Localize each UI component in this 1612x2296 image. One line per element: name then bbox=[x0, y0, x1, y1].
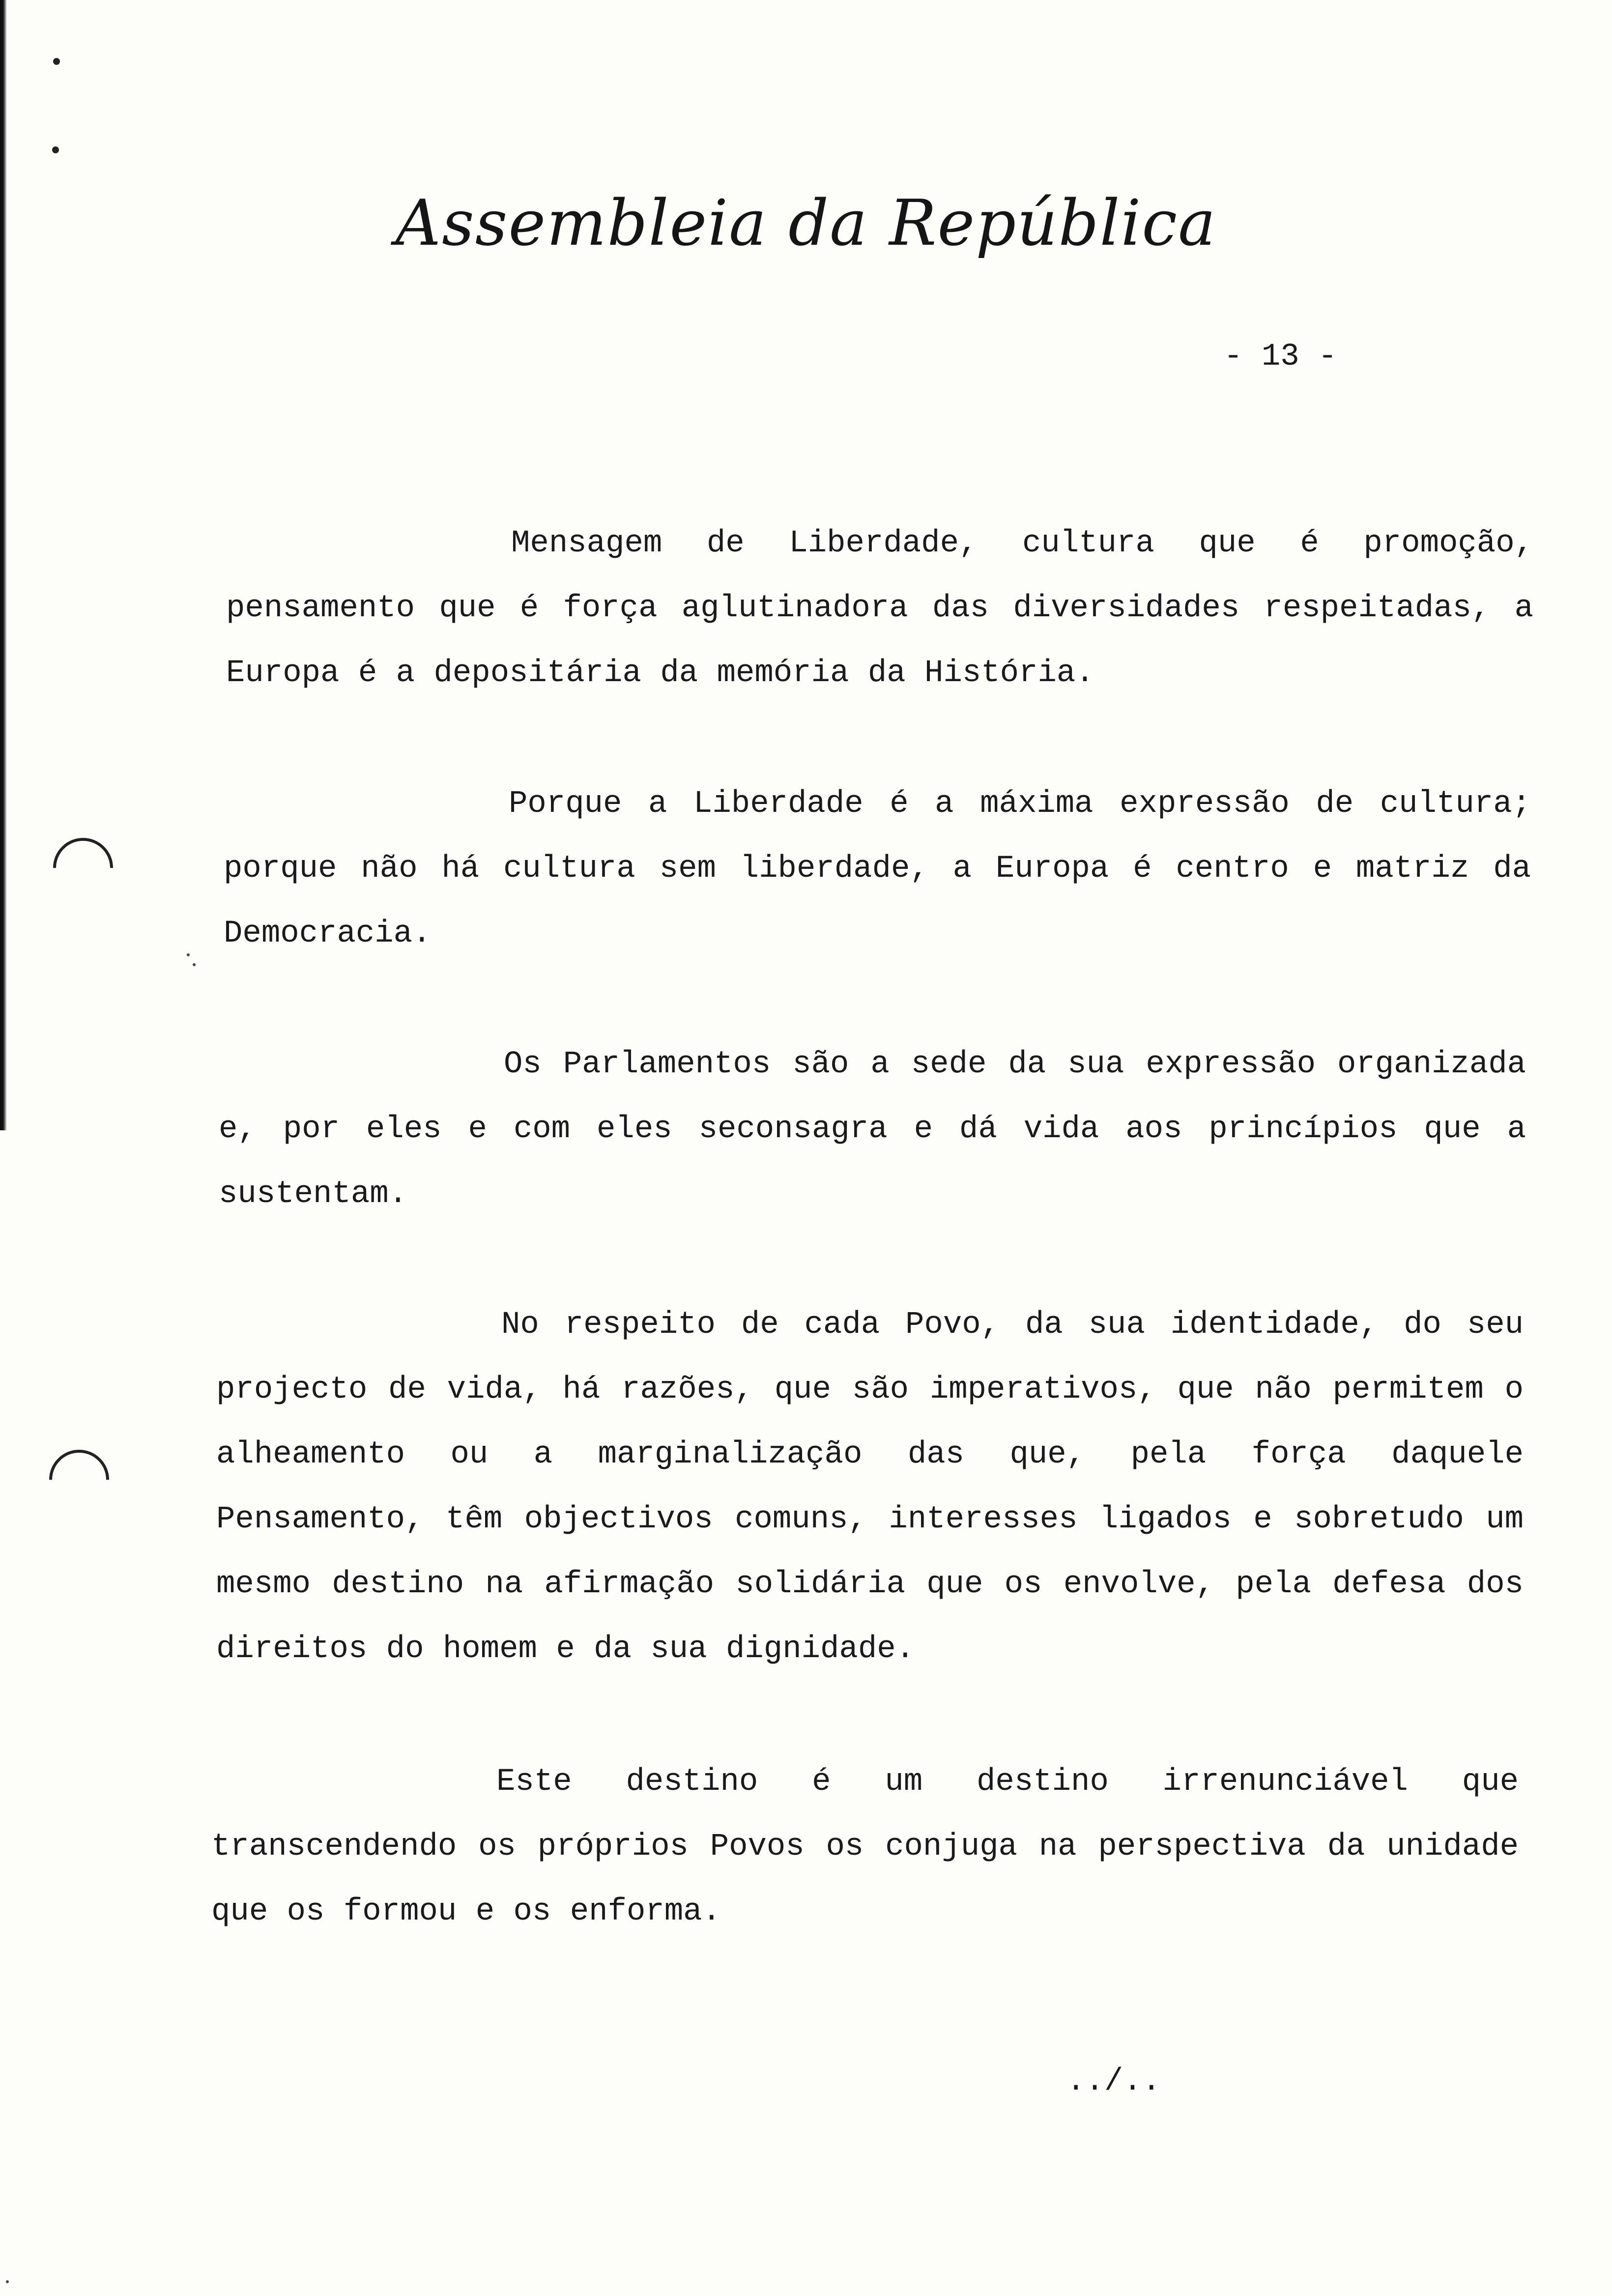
page-number: - 13 - bbox=[1224, 339, 1337, 374]
scan-mark bbox=[52, 146, 59, 153]
punch-hole-top bbox=[41, 826, 126, 911]
paragraph-4: No respeito de cada Povo, da sua identidade, do seu projecto de vida, há razões, que são imperativos, que não permitem o alheamento ou a marginalização das que, pela força daquele Pensamento, têm objectivos comuns, interesses ligados e sobretudo um mesmo destino na afirmação solidária que os envolve, pela defesa dos direitos do homem e da sua dignidade. bbox=[216, 1307, 1524, 1667]
continuation-mark: ../.. bbox=[1066, 2064, 1161, 2099]
paragraph-3: Os Parlamentos são a sede da sua expressão organizada e, por eles e com eles seconsagra e dá vida aos princípios que a sustentam. bbox=[219, 1047, 1526, 1212]
paragraph-2: Porque a Liberdade é a máxima expressão de cultura; porque não há cultura sem liberdade, a Europa é centro e matriz da Democracia. bbox=[224, 786, 1531, 951]
scan-speck bbox=[6, 2280, 9, 2283]
scan-speck bbox=[193, 963, 196, 966]
paragraph-5: Este destino é um destino irrenunciável que transcendendo os próprios Povos os conjuga na perspectiva da unidade que os formou e os enforma. bbox=[211, 1764, 1519, 1929]
letterhead-title: Assembleia da República bbox=[395, 187, 1217, 260]
binding-edge bbox=[0, 0, 7, 1130]
paragraph-1: Mensagem de Liberdade, cultura que é promoção, pensamento que é força aglutinadora das diversidades respeitadas, a Europa é a depositária da memória da História. bbox=[226, 526, 1533, 691]
scan-mark bbox=[53, 58, 60, 65]
punch-hole-bottom bbox=[37, 1437, 122, 1522]
scan-speck bbox=[187, 953, 190, 956]
